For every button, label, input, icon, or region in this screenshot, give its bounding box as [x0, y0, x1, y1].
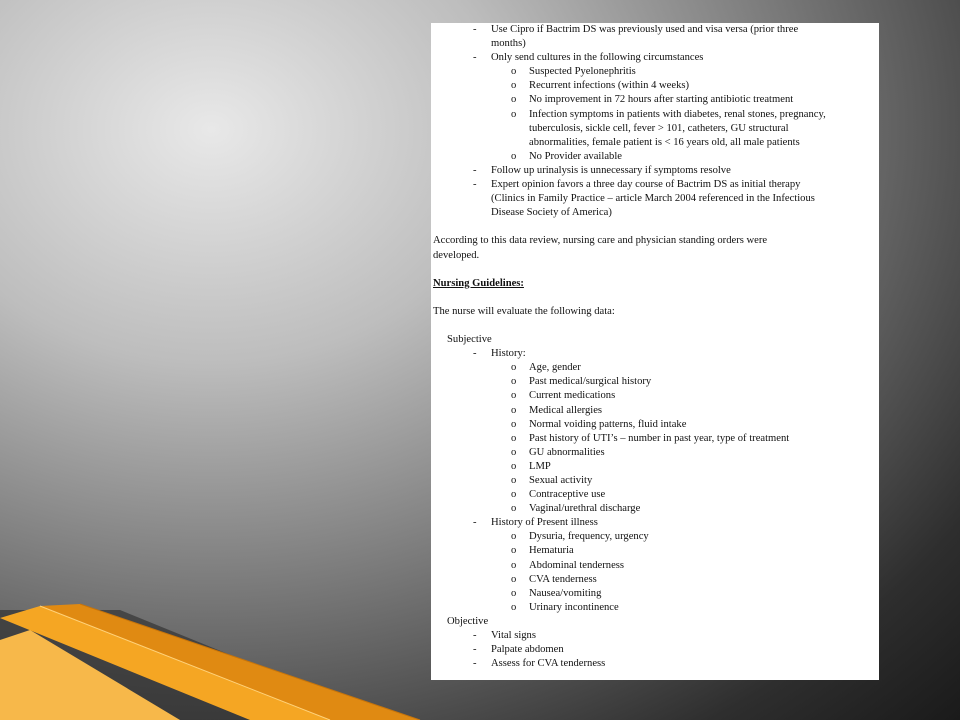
paragraph-line: According to this data review, nursing care and physician standing orders were	[433, 235, 768, 247]
list-item: o Dysuria, frequency, urgency	[511, 531, 649, 543]
list-item: o LMP	[511, 460, 551, 472]
sub-bullet-line: o No improvement in 72 hours after starting antibiotic treatment	[511, 94, 794, 106]
list-item: o Vaginal/urethral discharge	[511, 503, 641, 515]
list-item: o Past history of UTI’s – number in past year, type of treatment	[511, 432, 790, 444]
bullet-line: - Palpate abdomen	[473, 644, 564, 656]
list-item: o Urinary incontinence	[511, 601, 619, 613]
list-item: o Normal voiding patterns, fluid intake	[511, 418, 687, 430]
list-item: o Age, gender	[511, 362, 581, 374]
bullet-line: - Follow up urinalysis is unnecessary if symptoms resolve	[473, 164, 731, 176]
sub-bullet-line: o Suspected Pyelonephritis	[511, 66, 636, 78]
paragraph-line: developed.	[433, 249, 480, 261]
bullet-line: - History of Present illness	[473, 517, 598, 529]
sub-bullet-line: o No Provider available	[511, 150, 622, 162]
bullet-line: Disease Society of America)	[491, 207, 612, 219]
list-item: o Past medical/surgical history	[511, 376, 652, 388]
sub-bullet-line: tuberculosis, sickle cell, fever > 101, catheters, GU structural	[529, 122, 789, 134]
subjective-label: Subjective	[447, 334, 492, 346]
list-item: o CVA tenderness	[511, 573, 597, 585]
bullet-line: - Assess for CVA tenderness	[473, 658, 606, 670]
sub-bullet-line: o Infection symptoms in patients with diabetes, renal stones, pregnancy,	[511, 108, 826, 120]
sub-bullet-line: abnormalities, female patient is < 16 years old, all male patients	[529, 136, 800, 148]
sub-bullet-line: o Recurrent infections (within 4 weeks)	[511, 80, 690, 92]
bullet-line: - Vital signs	[473, 630, 536, 642]
list-item: o Nausea/vomiting	[511, 587, 602, 599]
list-item: o Abdominal tenderness	[511, 559, 625, 571]
bullet-line: - Expert opinion favors a three day course of Bactrim DS as initial therapy	[473, 179, 801, 191]
list-item: o Current medications	[511, 390, 616, 402]
paragraph-line: The nurse will evaluate the following data:	[433, 305, 615, 317]
bullet-line: - History:	[473, 348, 526, 360]
objective-label: Objective	[447, 615, 489, 627]
list-item: o Contraceptive use	[511, 489, 606, 501]
bullet-line: months)	[491, 38, 526, 50]
bullet-line: (Clinics in Family Practice – article March 2004 referenced in the Infectious	[491, 193, 815, 205]
bullet-line: - Use Cipro if Bactrim DS was previously used and visa versa (prior three	[473, 24, 799, 35]
document-page	[431, 23, 879, 680]
bullet-line: - Only send cultures in the following circumstances	[473, 52, 704, 64]
list-item: o Hematuria	[511, 545, 574, 557]
section-heading: Nursing Guidelines:	[433, 277, 524, 289]
list-item: o GU abnormalities	[511, 446, 605, 458]
list-item: o Medical allergies	[511, 404, 603, 416]
list-item: o Sexual activity	[511, 475, 593, 486]
